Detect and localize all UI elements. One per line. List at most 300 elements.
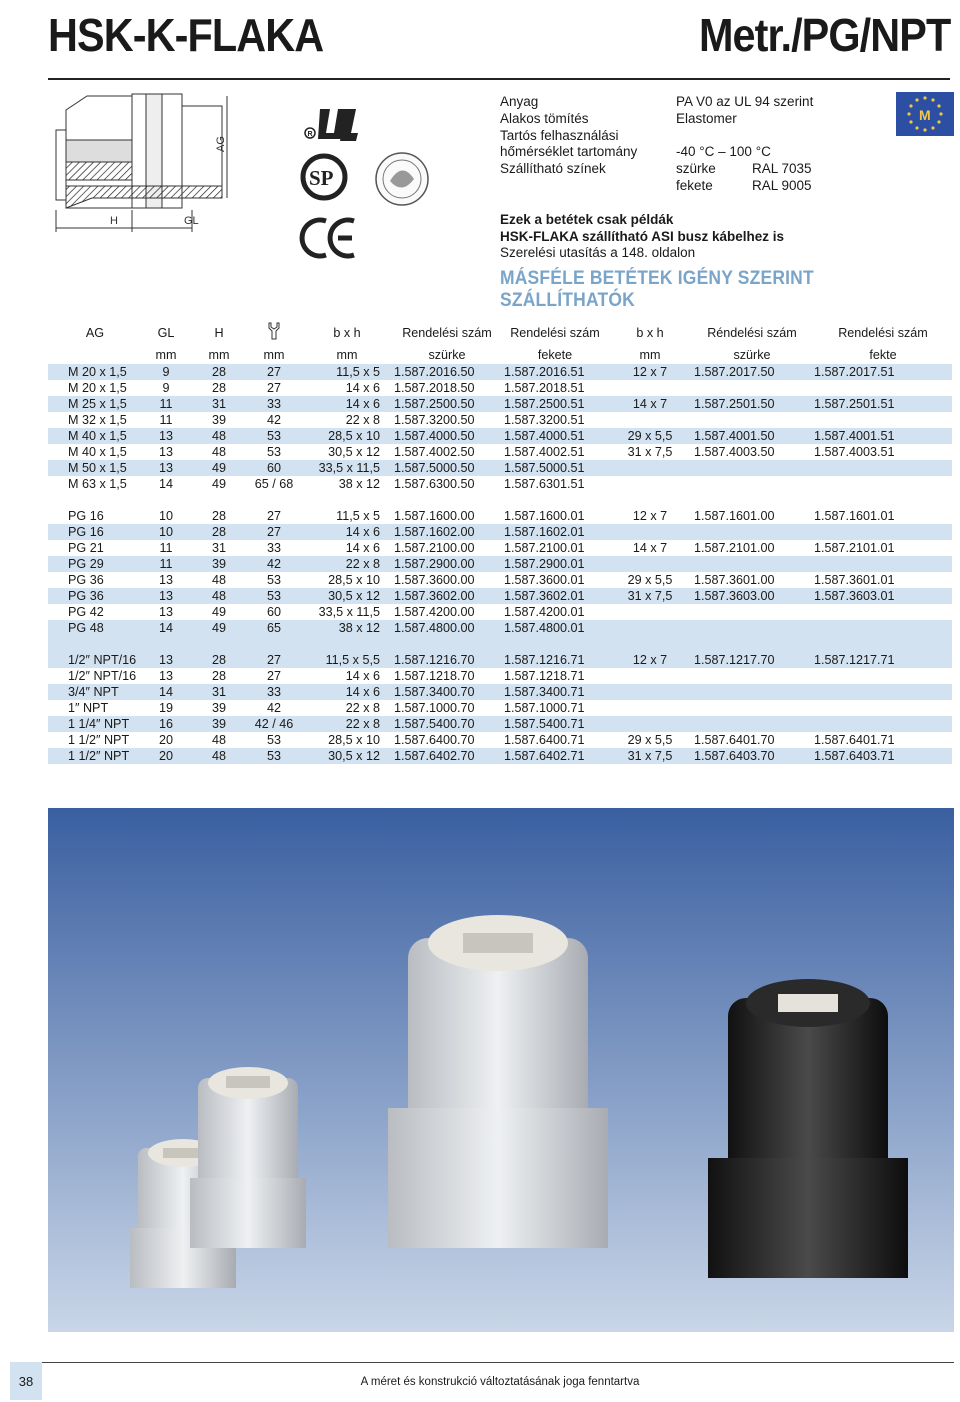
table-cell [690,668,810,684]
table-cell: 28 [190,524,244,540]
table-cell: 20 [138,748,190,764]
spec-value: Elastomer [676,110,737,126]
table-cell: 42 / 46 [244,716,300,732]
table-cell: 14 x 6 [300,668,390,684]
table-cell: 10 [138,524,190,540]
table-cell: 33,5 x 11,5 [300,604,390,620]
table-cell: 1.587.5000.50 [390,460,500,476]
table-cell: 14 x 6 [300,540,390,556]
table-cell: M 32 x 1,5 [48,412,138,428]
spec-key: Szállítható színek [500,161,606,177]
table-cell: 1.587.5000.51 [500,460,606,476]
table-cell [690,460,810,476]
table-cell: 48 [190,748,244,764]
table-row [48,748,952,764]
table-cell: 33 [244,396,300,412]
table-cell: 13 [138,588,190,604]
table-cell: 28,5 x 10 [300,428,390,444]
table-cell: 1.587.1217.70 [690,652,810,668]
table-cell [690,380,810,396]
table-cell: 1.587.4002.51 [500,444,606,460]
table-cell: 1.587.6400.71 [500,732,606,748]
table-cell: 1.587.3600.01 [500,572,606,588]
table-cell: 1.587.6301.51 [500,476,606,492]
table-row [48,396,952,412]
table-cell [810,476,952,492]
table-cell: 1.587.2016.50 [390,364,500,380]
table-cell: 31 [190,540,244,556]
table-cell: PG 36 [48,572,138,588]
table-cell: 1.587.4000.50 [390,428,500,444]
table-cell [810,700,952,716]
group-spacer [48,492,952,508]
table-cell [810,684,952,700]
table-cell: 1.587.5400.70 [390,716,500,732]
table-cell: 1.587.3603.01 [810,588,952,604]
table-cell: 1.587.2017.51 [810,364,952,380]
spec-ral: RAL 7035 [752,161,812,177]
table-row [48,428,952,444]
table-cell [690,604,810,620]
table-cell [606,716,690,732]
table-cell: 49 [190,460,244,476]
table-cell: 11,5 x 5 [300,364,390,380]
table-cell: 28 [190,508,244,524]
table-cell: 1 1/4″ NPT [48,716,138,732]
col-unit: szürke [390,344,500,364]
table-cell: 1.587.3603.00 [690,588,810,604]
table-cell: 30,5 x 12 [300,588,390,604]
table-cell: 14 x 6 [300,380,390,396]
table-cell: 1.587.4800.00 [390,620,500,636]
table-cell [606,460,690,476]
spec-key: Alakos tömítés [500,110,589,126]
table-cell: 1.587.6401.71 [810,732,952,748]
table-cell: 28,5 x 10 [300,572,390,588]
product-table [48,320,952,764]
notes [500,212,784,262]
table-cell: 29 x 5,5 [606,732,690,748]
drawing-label-gl: GL [184,215,199,227]
table-cell: 1.587.2900.01 [500,556,606,572]
table-cell: 1.587.3400.70 [390,684,500,700]
table-cell: M 20 x 1,5 [48,380,138,396]
page-subtitle: Metr./PG/NPT [698,9,950,61]
table-cell: 31 x 7,5 [606,588,690,604]
table-cell: 1.587.4003.50 [690,444,810,460]
table-cell: 1.587.3400.71 [500,684,606,700]
table-cell: 1/2″ NPT/16 [48,652,138,668]
table-cell: 1.587.2900.00 [390,556,500,572]
table-cell: PG 36 [48,588,138,604]
table-body [48,364,952,764]
eu-badge-letter: M [919,107,931,123]
gland-medium-icon [190,1067,306,1248]
table-cell: 11 [138,540,190,556]
table-cell: PG 16 [48,524,138,540]
table-cell [606,700,690,716]
table-cell: 1.587.4001.51 [810,428,952,444]
table-cell: 1.587.3602.01 [500,588,606,604]
table-cell: 28 [190,364,244,380]
table-cell [606,556,690,572]
table-cell: 1.587.2018.51 [500,380,606,396]
table-row [48,540,952,556]
col-unit: szürke [690,344,810,364]
table-cell: 1.587.1601.00 [690,508,810,524]
table-cell: 1.587.2500.50 [390,396,500,412]
table-cell: 65 / 68 [244,476,300,492]
table-cell: 11 [138,396,190,412]
table-row [48,652,952,668]
table-cell [810,380,952,396]
table-cell: 20 [138,732,190,748]
table-cell: 12 x 7 [606,364,690,380]
note-line: Szerelési utasítás a 148. oldalon [500,245,696,260]
table-cell: 1.587.6402.71 [500,748,606,764]
table-cell: 9 [138,364,190,380]
table-cell: 13 [138,428,190,444]
table-row [48,716,952,732]
ul-logo-icon [305,109,358,141]
table-cell: 1.587.6403.71 [810,748,952,764]
cable-gland-drawing [52,90,242,235]
col-unit: mm [606,344,690,364]
table-cell: 11 [138,556,190,572]
table-row [48,572,952,588]
svg-text:R: R [307,131,313,138]
spec-key [500,178,676,195]
table-cell: 1/2″ NPT/16 [48,668,138,684]
table-row [48,588,952,604]
svg-text:SP: SP [309,166,334,190]
table-cell: 1.587.2500.51 [500,396,606,412]
table-row [48,668,952,684]
table-cell: 1.587.2100.01 [500,540,606,556]
table-cell: 1.587.1217.71 [810,652,952,668]
table-cell: 30,5 x 12 [300,748,390,764]
table-cell: 42 [244,556,300,572]
table-cell: 11,5 x 5,5 [300,652,390,668]
table-cell [606,380,690,396]
table-cell [690,620,810,636]
footer-note: A méret és konstrukció változtatásának joga fenntartva [360,1376,640,1388]
table-cell: 39 [190,716,244,732]
table-cell: 49 [190,604,244,620]
drawing-label-ag: AG [215,136,227,152]
col-header: Rendelési szám [390,320,500,344]
table-cell: 1.587.2101.01 [810,540,952,556]
table-cell [810,620,952,636]
table-cell: 48 [190,444,244,460]
table-cell: 48 [190,588,244,604]
table-cell: 42 [244,700,300,716]
eu-flag-icon [896,92,954,136]
table-cell: 29 x 5,5 [606,572,690,588]
table-cell: M 50 x 1,5 [48,460,138,476]
table-cell: 19 [138,700,190,716]
table-cell: 1.587.1000.70 [390,700,500,716]
table-cell: 3/4″ NPT [48,684,138,700]
table-cell: 38 x 12 [300,620,390,636]
table-row [48,508,952,524]
table-cell: 33,5 x 11,5 [300,460,390,476]
table-cell: 38 x 12 [300,476,390,492]
table-cell: 14 x 6 [300,396,390,412]
table-row [48,524,952,540]
note-line: HSK-FLAKA szállítható ASI busz kábelhez is [500,228,785,244]
csa-logo-icon [303,156,345,198]
table-cell: 33 [244,684,300,700]
table-cell: 1.587.1216.70 [390,652,500,668]
table-cell: 14 x 6 [300,524,390,540]
table-cell: 1.587.6402.70 [390,748,500,764]
table-cell: 1.587.3200.50 [390,412,500,428]
table-cell: 1 1/2″ NPT [48,748,138,764]
table-cell: 1.587.3200.51 [500,412,606,428]
col-unit [48,344,138,364]
note-line: Ezek a betétek csak példák [500,212,674,227]
table-cell: 49 [190,620,244,636]
table-row [48,380,952,396]
drawing-label-h: H [110,215,118,227]
col-header: Rendelési szám [810,320,952,344]
table-cell: 28,5 x 10 [300,732,390,748]
table-cell: 27 [244,524,300,540]
table-cell: 1.587.1600.01 [500,508,606,524]
table-cell: PG 16 [48,508,138,524]
table-cell: 22 x 8 [300,716,390,732]
table-cell: 60 [244,604,300,620]
table-cell: 1.587.2017.50 [690,364,810,380]
table-cell: 31 x 7,5 [606,748,690,764]
certification-marks [290,95,460,270]
table-cell: 28 [190,652,244,668]
table-cell: 13 [138,668,190,684]
table-cell [810,716,952,732]
table-cell: 1.587.3602.00 [390,588,500,604]
table-cell [810,412,952,428]
table-cell: M 25 x 1,5 [48,396,138,412]
table-cell: 53 [244,444,300,460]
table-cell [606,620,690,636]
spec-value: PA V0 az UL 94 szerint [676,94,814,109]
table-cell: 22 x 8 [300,556,390,572]
table-cell: 53 [244,748,300,764]
page-title: HSK-K-FLAKA [48,9,324,61]
col-unit: fekete [500,344,606,364]
table-cell: 1.587.3601.01 [810,572,952,588]
table-cell: 1.587.2101.00 [690,540,810,556]
table-cell [690,412,810,428]
table-cell: 1.587.1601.01 [810,508,952,524]
table-cell: 1.587.1602.01 [500,524,606,540]
table-cell: 31 [190,684,244,700]
table-cell: 1″ NPT [48,700,138,716]
table-cell: 39 [190,556,244,572]
table-cell: M 20 x 1,5 [48,364,138,380]
table-cell: 28 [190,380,244,396]
table-cell: 1.587.4200.00 [390,604,500,620]
table-cell [690,476,810,492]
table-cell: 1.587.3601.00 [690,572,810,588]
table-cell: 14 x 7 [606,396,690,412]
table-cell: 14 [138,620,190,636]
table-row [48,684,952,700]
table-cell [690,684,810,700]
col-header: Rendelési szám [500,320,606,344]
table-cell [810,556,952,572]
col-unit: fekte [810,344,952,364]
table-cell: 65 [244,620,300,636]
table-row [48,732,952,748]
table-row [48,364,952,380]
table-row [48,476,952,492]
table-row [48,700,952,716]
table-row [48,604,952,620]
table-cell: 27 [244,652,300,668]
col-header: b x h [300,320,390,344]
table-cell: 1.587.2501.50 [690,396,810,412]
col-header: Réndelési szám [690,320,810,344]
table-cell [690,700,810,716]
table-row [48,444,952,460]
table-cell: 1.587.3600.00 [390,572,500,588]
table-cell: 1.587.2018.50 [390,380,500,396]
table-cell: M 40 x 1,5 [48,444,138,460]
table-cell: 53 [244,572,300,588]
table-cell [810,668,952,684]
table-cell: 31 [190,396,244,412]
table-row [48,620,952,636]
page-number: 38 [10,1362,42,1400]
table-cell [690,716,810,732]
table-cell: 39 [190,700,244,716]
spec-value: szürke [676,161,716,177]
col-header: b x h [606,320,690,344]
col-unit: mm [300,344,390,364]
table-cell: 48 [190,732,244,748]
table-cell: 1.587.1218.71 [500,668,606,684]
table-cell: 33 [244,540,300,556]
table-cell: 1.587.6400.70 [390,732,500,748]
headline: MÁSFÉLE BETÉTEK IGÉNY SZERINT SZÁLLÍTHATÓK [500,268,814,311]
table-cell: 1.587.2016.51 [500,364,606,380]
gland-large-grey-icon [388,915,608,1248]
table-cell [606,412,690,428]
spec-key: Anyag [500,94,539,109]
table-cell: 14 [138,684,190,700]
wrench-icon [244,320,300,344]
table-cell [690,524,810,540]
table-cell: 1.587.4001.50 [690,428,810,444]
product-photo [48,808,954,1332]
table-cell: 1.587.1600.00 [390,508,500,524]
group-spacer [48,636,952,652]
table-cell: 13 [138,604,190,620]
table-cell: 1.587.6401.70 [690,732,810,748]
spec-ral: RAL 9005 [752,177,812,193]
table-cell: 1.587.6300.50 [390,476,500,492]
table-cell: M 40 x 1,5 [48,428,138,444]
table-cell: 53 [244,588,300,604]
table-cell [810,460,952,476]
table-cell: 14 x 7 [606,540,690,556]
ce-mark-icon [302,220,354,256]
table-cell: 12 x 7 [606,652,690,668]
table-row [48,556,952,572]
col-header: H [190,320,244,344]
table-cell: PG 48 [48,620,138,636]
col-unit: mm [138,344,190,364]
table-cell [606,476,690,492]
table-cell: 1.587.1602.00 [390,524,500,540]
table-cell: 1.587.4800.01 [500,620,606,636]
spec-key: hőmérséklet tartomány [500,144,638,160]
spec-key: Tartós felhasználási [500,127,619,143]
table-cell: PG 21 [48,540,138,556]
table-cell: 49 [190,476,244,492]
table-cell: 27 [244,364,300,380]
table-cell: 13 [138,572,190,588]
table-cell: 39 [190,412,244,428]
table-cell: 16 [138,716,190,732]
table-cell: 11,5 x 5 [300,508,390,524]
table-cell: 1.587.1216.71 [500,652,606,668]
table-cell: 22 x 8 [300,412,390,428]
table-cell: 48 [190,428,244,444]
table-cell: 1.587.4000.51 [500,428,606,444]
table-cell [810,524,952,540]
table-cell: 1.587.5400.71 [500,716,606,732]
table-cell: 9 [138,380,190,396]
table-row [48,460,952,476]
table-cell: 53 [244,428,300,444]
table-cell: 1.587.2100.00 [390,540,500,556]
table-cell: M 63 x 1,5 [48,476,138,492]
approval-seal-icon [376,153,428,205]
table-cell [690,556,810,572]
table-cell: 29 x 5,5 [606,428,690,444]
table-cell: 1.587.1000.71 [500,700,606,716]
table-cell [810,604,952,620]
table-cell: 27 [244,508,300,524]
table-cell: 1.587.4002.50 [390,444,500,460]
table-cell: 14 [138,476,190,492]
table-cell: 31 x 7,5 [606,444,690,460]
table-cell: 14 x 6 [300,684,390,700]
table-cell [606,668,690,684]
spec-value: -40 °C – 100 °C [676,144,771,160]
table-cell: 13 [138,652,190,668]
table-cell: 1.587.4200.01 [500,604,606,620]
gland-large-black-icon [708,979,908,1278]
table-cell: 48 [190,572,244,588]
col-unit: mm [190,344,244,364]
spec-value: fekete [676,177,713,193]
col-header: GL [138,320,190,344]
table-cell: 53 [244,732,300,748]
table-cell: 13 [138,460,190,476]
table-cell: 12 x 7 [606,508,690,524]
table-cell [606,684,690,700]
table-cell: 1.587.6403.70 [690,748,810,764]
table-cell: 1.587.4003.51 [810,444,952,460]
title-rule [48,78,950,80]
table-cell: 30,5 x 12 [300,444,390,460]
table-cell: 27 [244,380,300,396]
col-unit: mm [244,344,300,364]
